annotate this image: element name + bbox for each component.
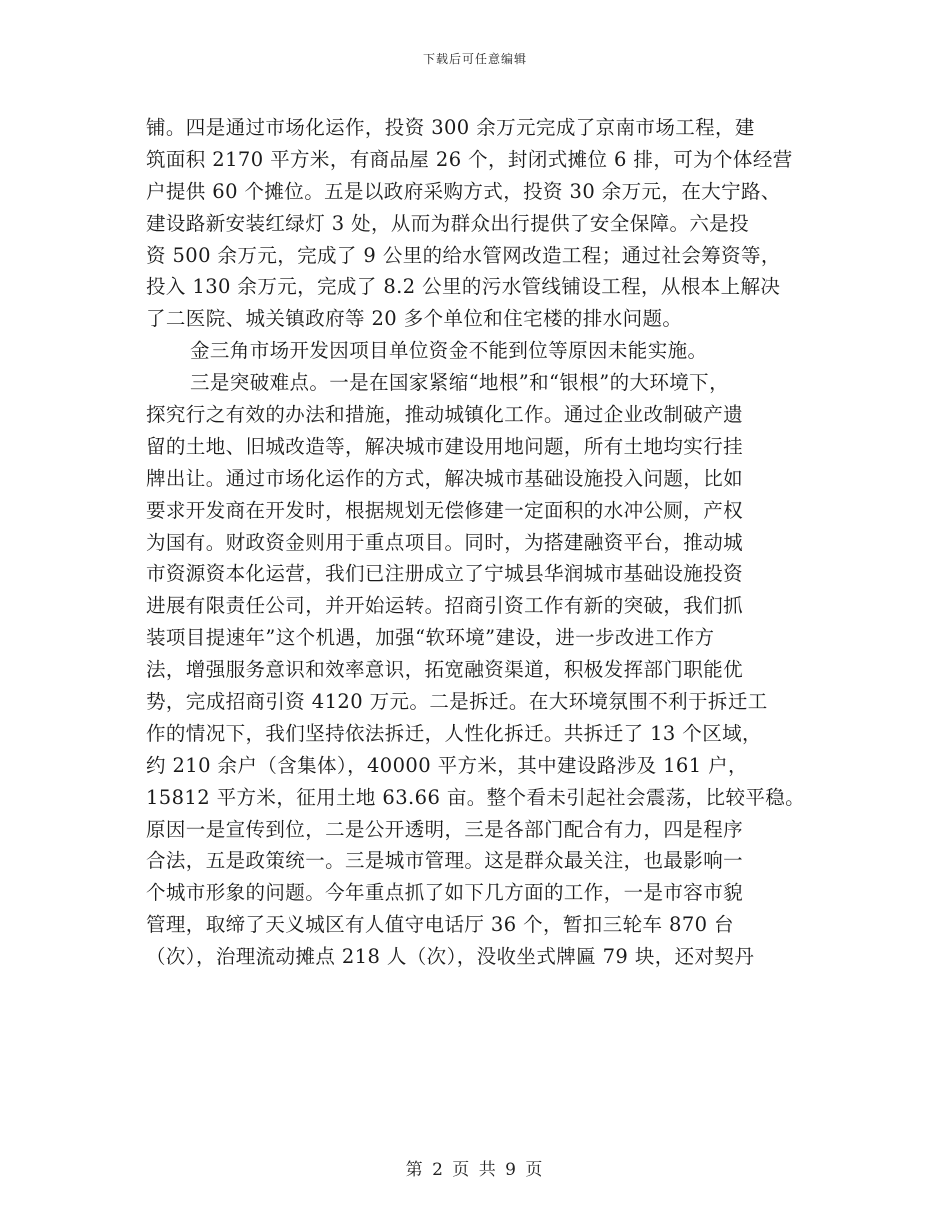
body-line-21: 约 210 余户（含集体），40000 平方米，其中建设路涉及 161 户， [146, 753, 748, 777]
body-line-3: 户提供 60 个摊位。五是以政府采购方式，投资 30 余万元，在大宁路、 [146, 179, 781, 203]
page-footer: 第 2 页 共 9 页 [405, 1160, 545, 1180]
body-line-25: 个城市形象的问题。今年重点抓了如下几方面的工作，一是市容市貌 [146, 881, 744, 905]
body-line-8-paragraph-start: 金三角市场开发因项目单位资金不能到位等原因未能实施。 [190, 339, 708, 363]
body-line-22: 15812 平方米，征用土地 63.66 亩。整个看未引起社会震荡，比较平稳。 [146, 785, 806, 809]
body-line-14: 为国有。财政资金则用于重点项目。同时，为搭建融资平台，推动城 [146, 530, 744, 554]
body-line-15: 市资源资本化运营，我们已注册成立了宁城县华润城市基础设施投资 [146, 562, 744, 586]
body-line-2: 筑面积 2170 平方米，有商品屋 26 个，封闭式摊位 6 排，可为个体经营 [146, 147, 793, 171]
body-line-5: 资 500 余万元，完成了 9 公里的给水管网改造工程；通过社会筹资等， [146, 243, 781, 267]
body-line-18: 法，增强服务意识和效率意识，拓宽融资渠道，积极发挥部门职能优 [146, 658, 744, 682]
body-line-13: 要求开发商在开发时，根据规划无偿修建一定面积的水冲公厕，产权 [146, 498, 744, 522]
body-line-10: 探究行之有效的办法和措施，推动城镇化工作。通过企业改制破产遗 [146, 403, 744, 427]
body-line-27: （次），治理流动摊点 218 人（次），没收坐式牌匾 79 块，还对契丹 [146, 945, 755, 969]
body-line-9-paragraph-start: 三是突破难点。一是在国家紧缩“地根”和“银根”的大环境下， [190, 371, 729, 395]
body-line-11: 留的土地、旧城改造等，解决城市建设用地问题，所有土地均实行挂 [146, 434, 744, 458]
body-line-23: 原因一是宣传到位，二是公开透明，三是各部门配合有力，四是程序 [146, 817, 744, 841]
body-line-4: 建设路新安装红绿灯 3 处，从而为群众出行提供了安全保障。六是投 [146, 211, 750, 235]
body-line-17: 装项目提速年”这个机遇，加强“软环境”建设，进一步改进工作方 [146, 626, 715, 650]
body-line-19: 势，完成招商引资 4120 万元。二是拆迁。在大环境氛围不利于拆迁工 [146, 690, 768, 714]
body-line-26: 管理，取缔了天义城区有人值守电话厅 36 个，暂扣三轮车 870 台 [146, 913, 734, 937]
body-line-20: 作的情况下，我们坚持依法拆迁，人性化拆迁。共拆迁了 13 个区域， [146, 721, 762, 745]
body-line-24: 合法，五是政策统一。三是城市管理。这是群众最关注，也最影响一 [146, 849, 744, 873]
body-line-16: 进展有限责任公司，并开始运转。招商引资工作有新的突破，我们抓 [146, 594, 744, 618]
body-line-12: 牌出让。通过市场化运作的方式，解决城市基础设施投入问题，比如 [146, 466, 744, 490]
page-header: 下载后可任意编辑 [422, 52, 527, 66]
body-line-7: 了二医院、城关镇政府等 20 多个单位和住宅楼的排水问题。 [146, 307, 683, 331]
body-line-6: 投入 130 余万元，完成了 8.2 公里的污水管线铺设工程，从根本上解决 [146, 275, 781, 299]
document-body [146, 112, 836, 973]
body-line-1: 铺。四是通过市场化运作，投资 300 余万元完成了京南市场工程，建 [146, 116, 755, 139]
